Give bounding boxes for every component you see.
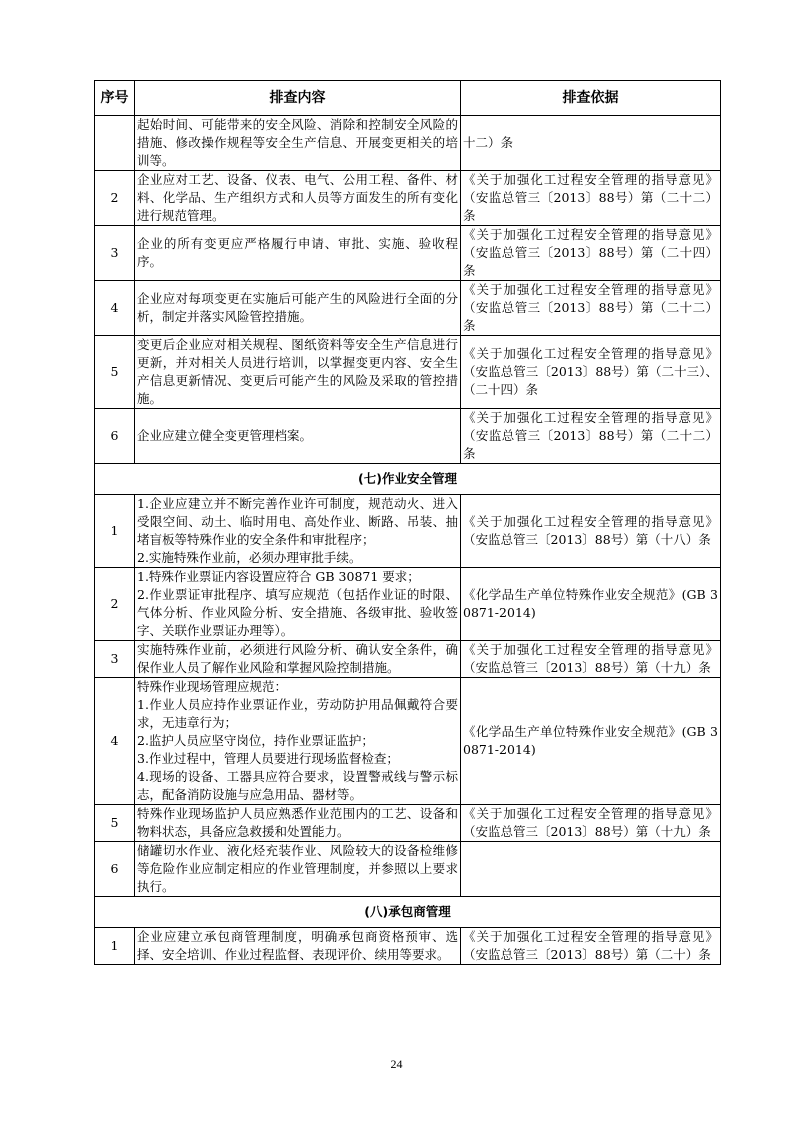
content-cell: 特殊作业现场管理应规范： 1.作业人员应持作业票证作业，劳动防护用品佩戴符合要求，无违章行为； 2.监护人员应坚守岗位，持作业票证监护； 3.作业过程中，管理人员要进行现场监督检查； 4.现场的设备、工器具应符合要求，设置警戒线与警示标志，配备消防设施与应急用品、器材等。 <box>135 678 461 805</box>
section-title: (八)承包商管理 <box>95 897 721 928</box>
basis-cell: 《关于加强化工过程安全管理的指导意见》（安监总管三〔2013〕88号）第（二十三）、（二十四）条 <box>461 336 721 409</box>
seq-cell: 2 <box>95 171 135 226</box>
table-row <box>95 336 721 409</box>
content-cell: 实施特殊作业前，必须进行风险分析、确认安全条件，确保作业人员了解作业风险和掌握风险控制措施。 <box>135 641 461 678</box>
table-row <box>95 928 721 965</box>
seq-cell: 4 <box>95 281 135 336</box>
basis-cell: 《关于加强化工过程安全管理的指导意见》（安监总管三〔2013〕88号）第（十八）条 <box>461 495 721 568</box>
seq-cell: 5 <box>95 336 135 409</box>
basis-cell: 《关于加强化工过程安全管理的指导意见》（安监总管三〔2013〕88号）第（二十二）条 <box>461 281 721 336</box>
table-row <box>95 495 721 568</box>
content-cell: 储罐切水作业、液化烃充装作业、风险较大的设备检维修等危险作业应制定相应的作业管理制度，并参照以上要求执行。 <box>135 842 461 897</box>
content-cell: 起始时间、可能带来的安全风险、消除和控制安全风险的措施、修改操作规程等安全生产信息、开展变更相关的培训等。 <box>135 116 461 171</box>
page-number: 24 <box>390 1057 403 1071</box>
basis-cell <box>461 842 721 897</box>
table-row <box>95 842 721 897</box>
content-cell: 企业应对工艺、设备、仪表、电气、公用工程、备件、材料、化学品、生产组织方式和人员等方面发生的所有变化进行规范管理。 <box>135 171 461 226</box>
basis-cell: 《关于加强化工过程安全管理的指导意见》（安监总管三〔2013〕88号）第（二十二）条 <box>461 409 721 464</box>
table-row <box>95 281 721 336</box>
seq-cell: 1 <box>95 495 135 568</box>
seq-cell <box>95 116 135 171</box>
seq-cell: 1 <box>95 928 135 965</box>
table-header-row <box>95 81 721 116</box>
basis-cell: 《关于加强化工过程安全管理的指导意见》（安监总管三〔2013〕88号）第（二十）条 <box>461 928 721 965</box>
basis-cell: 《关于加强化工过程安全管理的指导意见》（安监总管三〔2013〕88号）第（十九）条 <box>461 805 721 842</box>
table-row <box>95 568 721 641</box>
content-cell: 1.企业应建立并不断完善作业许可制度，规范动火、进入受限空间、动土、临时用电、高处作业、断路、吊装、抽堵盲板等特殊作业的安全条件和审批程序； 2.实施特殊作业前，必须办理审批手续。 <box>135 495 461 568</box>
seq-cell: 2 <box>95 568 135 641</box>
header-seq: 序号 <box>95 81 135 116</box>
table-row <box>95 116 721 171</box>
seq-cell: 3 <box>95 226 135 281</box>
inspection-table <box>94 80 721 965</box>
table-row <box>95 226 721 281</box>
table-row <box>95 409 721 464</box>
content-cell: 企业应对每项变更在实施后可能产生的风险进行全面的分析，制定并落实风险管控措施。 <box>135 281 461 336</box>
table-row <box>95 805 721 842</box>
basis-cell: 《关于加强化工过程安全管理的指导意见》（安监总管三〔2013〕88号）第（二十二）条 <box>461 171 721 226</box>
basis-cell: 《关于加强化工过程安全管理的指导意见》（安监总管三〔2013〕88号）第（十九）条 <box>461 641 721 678</box>
section-title: (七)作业安全管理 <box>95 464 721 495</box>
table-row <box>95 678 721 805</box>
content-cell: 企业的所有变更应严格履行申请、审批、实施、验收程序。 <box>135 226 461 281</box>
header-basis: 排查依据 <box>461 81 721 116</box>
basis-cell: 《化学品生产单位特殊作业安全规范》(GB 30871-2014) <box>461 678 721 805</box>
content-cell: 特殊作业现场监护人员应熟悉作业范围内的工艺、设备和物料状态，具备应急救援和处置能力。 <box>135 805 461 842</box>
content-cell: 企业应建立健全变更管理档案。 <box>135 409 461 464</box>
basis-cell: 十二）条 <box>461 116 721 171</box>
content-cell: 1.特殊作业票证内容设置应符合 GB 30871 要求； 2.作业票证审批程序、填写应规范（包括作业证的时限、气体分析、作业风险分析、安全措施、各级审批、验收签字、关联作业票证办理等）。 <box>135 568 461 641</box>
seq-cell: 3 <box>95 641 135 678</box>
seq-cell: 4 <box>95 678 135 805</box>
seq-cell: 6 <box>95 409 135 464</box>
content-cell: 变更后企业应对相关规程、图纸资料等安全生产信息进行更新，并对相关人员进行培训，以掌握变更内容、安全生产信息更新情况、变更后可能产生的风险及采取的管控措施。 <box>135 336 461 409</box>
seq-cell: 6 <box>95 842 135 897</box>
section-header-row <box>95 897 721 928</box>
table-row <box>95 171 721 226</box>
section-header-row <box>95 464 721 495</box>
header-content: 排查内容 <box>135 81 461 116</box>
table-body <box>95 116 721 965</box>
basis-cell: 《关于加强化工过程安全管理的指导意见》（安监总管三〔2013〕88号）第（二十四）条 <box>461 226 721 281</box>
basis-cell: 《化学品生产单位特殊作业安全规范》(GB 30871-2014) <box>461 568 721 641</box>
table-row <box>95 641 721 678</box>
seq-cell: 5 <box>95 805 135 842</box>
content-cell: 企业应建立承包商管理制度，明确承包商资格预审、选择、安全培训、作业过程监督、表现评价、续用等要求。 <box>135 928 461 965</box>
